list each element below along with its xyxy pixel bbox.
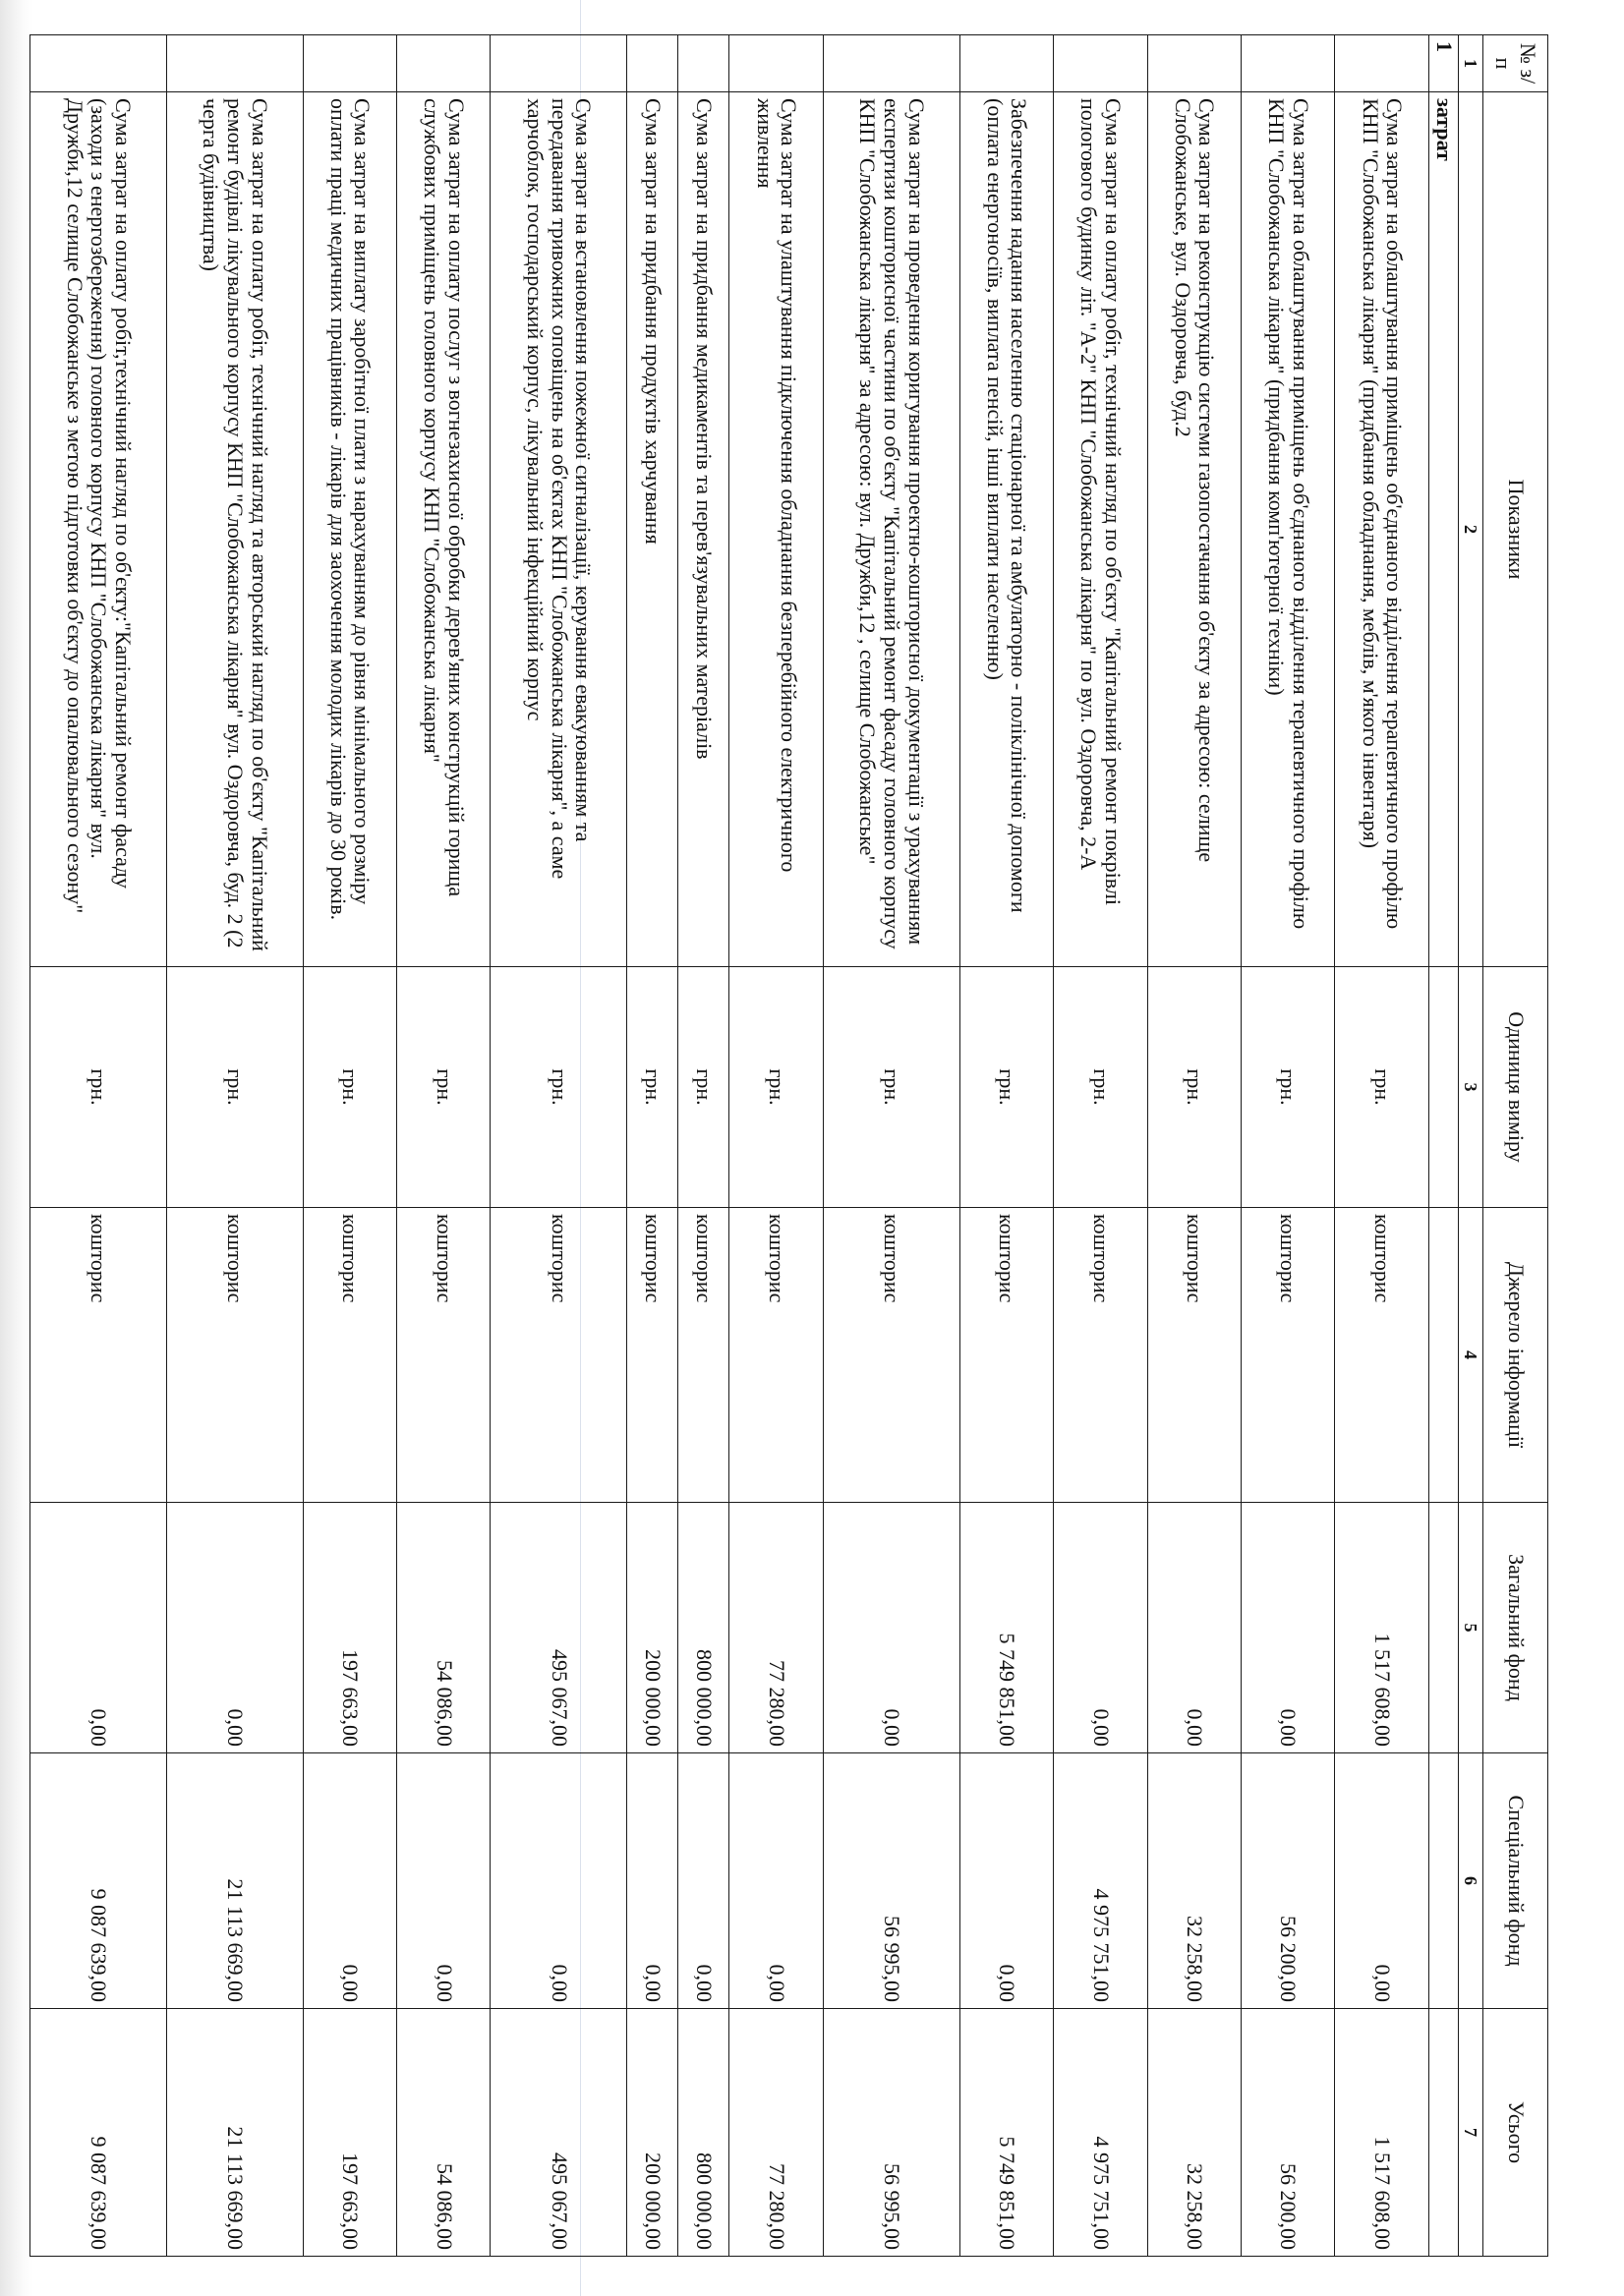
- row-num: [823, 35, 959, 92]
- col-index-4: 4: [1458, 1208, 1482, 1503]
- special-fund-cell: 0,00: [959, 1753, 1053, 2009]
- col-index-2: 2: [1458, 92, 1482, 967]
- row-num: [1335, 35, 1428, 92]
- special-fund-cell: 0,00: [397, 1753, 491, 2009]
- indicator-cell: Сума затрат на придбання медикаментів та перев'язувальних матеріалів: [678, 92, 729, 967]
- header-indicator: Показники: [1483, 92, 1548, 967]
- row-num: [959, 35, 1053, 92]
- indicator-cell: Сума затрат на встановлення пожежної сигналізації, керування евакуюванням та передавання тривожних оповіщень на об'єктах КНП "Слобожанська лікарня", а саме харчоблок, господарський корпус, лікувальний інфекційний корпус: [491, 92, 627, 967]
- header-source: Джерело інформації: [1483, 1208, 1548, 1503]
- col-index-6: 6: [1458, 1753, 1482, 2009]
- unit-cell: грн.: [1241, 967, 1334, 1208]
- source-cell: кошторис: [627, 1208, 678, 1503]
- source-cell: кошторис: [678, 1208, 729, 1503]
- header-num: № з/п: [1483, 35, 1548, 92]
- row-num: [678, 35, 729, 92]
- section-empty-total: [1428, 2009, 1458, 2257]
- general-fund-cell: 0,00: [823, 1503, 959, 1753]
- unit-cell: грн.: [30, 967, 167, 1208]
- indicator-cell: Сума затрат на придбання продуктів харчування: [627, 92, 678, 967]
- total-cell: 9 087 639,00: [30, 2009, 167, 2257]
- table-row: [30, 35, 167, 2257]
- unit-cell: грн.: [678, 967, 729, 1208]
- source-cell: кошторис: [30, 1208, 167, 1503]
- section-empty-special: [1428, 1753, 1458, 2009]
- col-index-7: 7: [1458, 2009, 1482, 2257]
- total-cell: 21 113 669,00: [166, 2009, 303, 2257]
- table-row: [678, 35, 729, 2257]
- section-empty-general: [1428, 1503, 1458, 1753]
- unit-cell: грн.: [1147, 967, 1241, 1208]
- indicator-cell: Забезпечення надання населенню стаціонарної та амбулаторно - поліклінічної допомоги (оплата енергоносіїв, виплата пенсій, інші виплати населенню): [959, 92, 1053, 967]
- table-row: [303, 35, 396, 2257]
- source-cell: кошторис: [1241, 1208, 1334, 1503]
- source-cell: кошторис: [166, 1208, 303, 1503]
- special-fund-cell: 0,00: [627, 1753, 678, 2009]
- rotated-document-page: [29, 34, 1548, 2256]
- special-fund-cell: 0,00: [1335, 1753, 1428, 2009]
- row-num: [397, 35, 491, 92]
- general-fund-cell: 200 000,00: [627, 1503, 678, 1753]
- general-fund-cell: 1 517 608,00: [1335, 1503, 1428, 1753]
- total-cell: 197 663,00: [303, 2009, 396, 2257]
- table-row: [959, 35, 1053, 2257]
- row-num: [729, 35, 823, 92]
- total-cell: 54 086,00: [397, 2009, 491, 2257]
- indicator-cell: Сума затрат на облаштування приміщень об'єднаного відділення терапевтичного профілю КНП "Слобожанська лікарня" (придбання обладнання, меблів, м'якого інвентаря): [1335, 92, 1428, 967]
- indicator-cell: Сума затрат на улаштування підключення обладнання безперебійного електричного живлення: [729, 92, 823, 967]
- table-row: [729, 35, 823, 2257]
- total-cell: 32 258,00: [1147, 2009, 1241, 2257]
- unit-cell: грн.: [491, 967, 627, 1208]
- row-num: [30, 35, 167, 92]
- table-row: [627, 35, 678, 2257]
- section-num: 1: [1428, 35, 1458, 92]
- general-fund-cell: 197 663,00: [303, 1503, 396, 1753]
- header-total: Усього: [1483, 2009, 1548, 2257]
- source-cell: кошторис: [959, 1208, 1053, 1503]
- row-num: [1147, 35, 1241, 92]
- source-cell: кошторис: [1054, 1208, 1147, 1503]
- source-cell: кошторис: [303, 1208, 396, 1503]
- unit-cell: грн.: [166, 967, 303, 1208]
- special-fund-cell: 0,00: [491, 1753, 627, 2009]
- general-fund-cell: 5 749 851,00: [959, 1503, 1053, 1753]
- total-cell: 5 749 851,00: [959, 2009, 1053, 2257]
- column-index-row: [1458, 35, 1482, 2257]
- scan-edge-shadow: [0, 0, 33, 2296]
- unit-cell: грн.: [303, 967, 396, 1208]
- section-row: [1428, 35, 1458, 2257]
- col-index-1: 1: [1458, 35, 1482, 92]
- cost-indicators-table: [29, 34, 1548, 2257]
- header-unit: Одиниця виміру: [1483, 967, 1548, 1208]
- total-cell: 1 517 608,00: [1335, 2009, 1428, 2257]
- special-fund-cell: 56 200,00: [1241, 1753, 1334, 2009]
- section-empty-source: [1428, 1208, 1458, 1503]
- indicator-cell: Сума затрат на проведення коригування проектно-кошторисної документації з урахуванням експертизи кошторисної частини по об'єкту "Капітальний ремонт фасаду головного корпусу КНП "Слобожанська лікарня" за адресою: вул. Дружби,12 , селище Слобожанське": [823, 92, 959, 967]
- indicator-cell: Сума затрат на оплату робіт,технічний нагляд по об'єкту:"Капітальний ремонт фасаду (заходи з енергозбереження) головного корпусу КНП "Слобожанська лікарня" вул. Дружби,12 селище Слобожанське з метою підготовки об'єкту до опалювального сезону": [30, 92, 167, 967]
- unit-cell: грн.: [627, 967, 678, 1208]
- row-num: [627, 35, 678, 92]
- general-fund-cell: 77 280,00: [729, 1503, 823, 1753]
- special-fund-cell: 0,00: [678, 1753, 729, 2009]
- total-cell: 495 067,00: [491, 2009, 627, 2257]
- table-row: [1335, 35, 1428, 2257]
- header-general-fund: Загальний фонд: [1483, 1503, 1548, 1753]
- general-fund-cell: 0,00: [1054, 1503, 1147, 1753]
- special-fund-cell: 9 087 639,00: [30, 1753, 167, 2009]
- header-row: [1483, 35, 1548, 2257]
- unit-cell: грн.: [1335, 967, 1428, 1208]
- total-cell: 200 000,00: [627, 2009, 678, 2257]
- section-label: затрат: [1428, 92, 1458, 967]
- indicator-cell: Сума затрат на оплату робіт, технічний нагляд та авторський нагляд по об'єкту "Капітальний ремонт будівлі лікувального корпусу КНП "Слобожанська лікарня" вул. Оздоровча, буд. 2 (2 черга будівництва): [166, 92, 303, 967]
- special-fund-cell: 21 113 669,00: [166, 1753, 303, 2009]
- table-row: [1054, 35, 1147, 2257]
- total-cell: 56 200,00: [1241, 2009, 1334, 2257]
- general-fund-cell: 495 067,00: [491, 1503, 627, 1753]
- indicator-cell: Сума затрат на оплату послуг з вогнезахисної обробки дерев'яних конструкцій горища службових приміщень головного корпусу КНП "Слобожанська лікарня": [397, 92, 491, 967]
- col-index-5: 5: [1458, 1503, 1482, 1753]
- general-fund-cell: 800 000,00: [678, 1503, 729, 1753]
- source-cell: кошторис: [1335, 1208, 1428, 1503]
- source-cell: кошторис: [729, 1208, 823, 1503]
- source-cell: кошторис: [491, 1208, 627, 1503]
- row-num: [303, 35, 396, 92]
- indicator-cell: Сума затрат на оплату робіт, технічний нагляд по об'єкту "Капітальний ремонт покрівлі пологового будинку літ. "А-2" КНП "Слобожанська лікарня" по вул. Оздоровча, 2-А: [1054, 92, 1147, 967]
- indicator-cell: Сума затрат на реконструкцію системи газопостачання об'єкту за адресою: селище Слобожанське, вул. Оздоровча, буд.2: [1147, 92, 1241, 967]
- total-cell: 56 995,00: [823, 2009, 959, 2257]
- unit-cell: грн.: [397, 967, 491, 1208]
- header-special-fund: Спеціальний фонд: [1483, 1753, 1548, 2009]
- row-num: [1054, 35, 1147, 92]
- indicator-cell: Сума затрат на виплату заробітної плати з нарахуванням до рівня мінімального розміру оплати праці медичних працівників - лікарів для заохочення молодих лікарів до 30 років.: [303, 92, 396, 967]
- unit-cell: грн.: [729, 967, 823, 1208]
- general-fund-cell: 0,00: [30, 1503, 167, 1753]
- special-fund-cell: 56 995,00: [823, 1753, 959, 2009]
- table-row: [1147, 35, 1241, 2257]
- general-fund-cell: 0,00: [166, 1503, 303, 1753]
- unit-cell: грн.: [823, 967, 959, 1208]
- row-num: [166, 35, 303, 92]
- special-fund-cell: 32 258,00: [1147, 1753, 1241, 2009]
- special-fund-cell: 4 975 751,00: [1054, 1753, 1147, 2009]
- general-fund-cell: 0,00: [1241, 1503, 1334, 1753]
- total-cell: 77 280,00: [729, 2009, 823, 2257]
- indicator-cell: Сума затрат на облаштування приміщень об'єднаного відділення терапевтичного профілю КНП "Слобожанська лікарня" (придбання комп'ютерної техніки): [1241, 92, 1334, 967]
- source-cell: кошторис: [397, 1208, 491, 1503]
- unit-cell: грн.: [1054, 967, 1147, 1208]
- table-row: [491, 35, 627, 2257]
- source-cell: кошторис: [823, 1208, 959, 1503]
- unit-cell: грн.: [959, 967, 1053, 1208]
- total-cell: 4 975 751,00: [1054, 2009, 1147, 2257]
- table-row: [823, 35, 959, 2257]
- row-num: [1241, 35, 1334, 92]
- table-row: [397, 35, 491, 2257]
- special-fund-cell: 0,00: [729, 1753, 823, 2009]
- special-fund-cell: 0,00: [303, 1753, 396, 2009]
- source-cell: кошторис: [1147, 1208, 1241, 1503]
- table-row: [166, 35, 303, 2257]
- general-fund-cell: 0,00: [1147, 1503, 1241, 1753]
- section-empty-unit: [1428, 967, 1458, 1208]
- table-row: [1241, 35, 1334, 2257]
- general-fund-cell: 54 086,00: [397, 1503, 491, 1753]
- row-num: [491, 35, 627, 92]
- col-index-3: 3: [1458, 967, 1482, 1208]
- total-cell: 800 000,00: [678, 2009, 729, 2257]
